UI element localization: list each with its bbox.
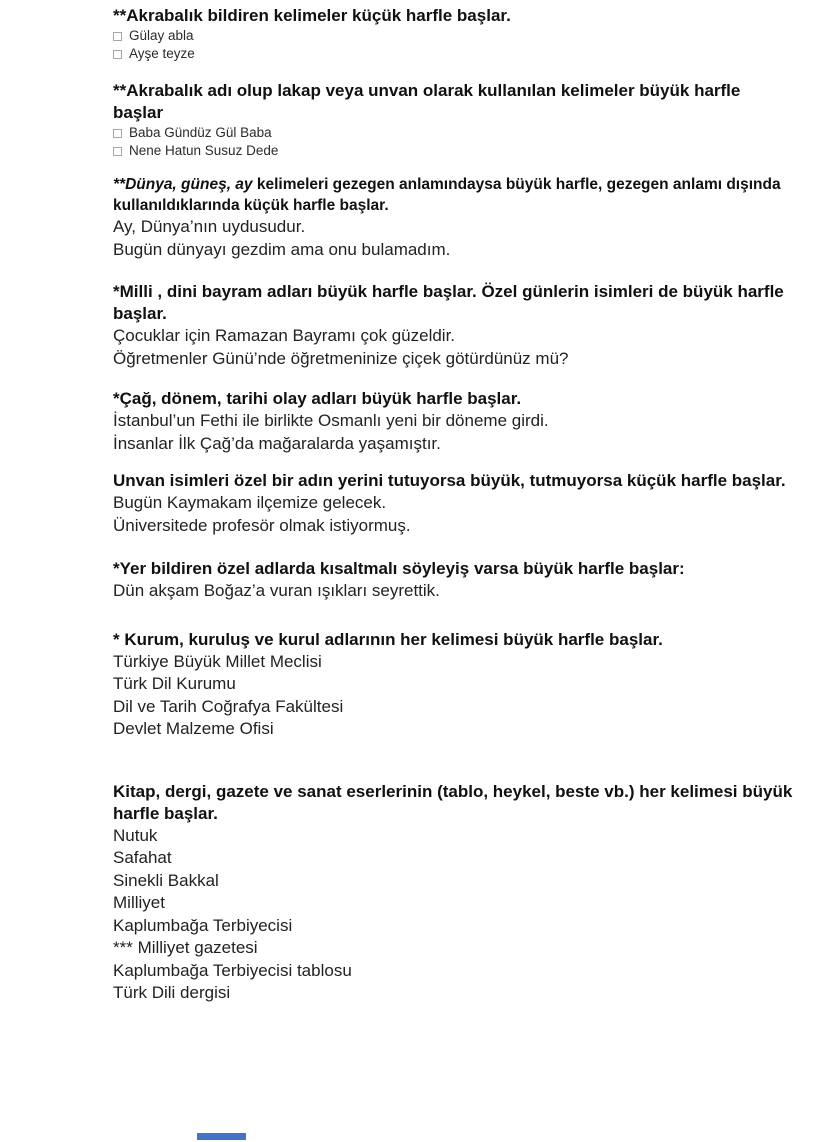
example-line: Bugün dünyayı gezdim ama onu bulamadım. <box>113 239 451 259</box>
bullet-square-icon <box>113 129 122 138</box>
rule-section <box>113 470 795 537</box>
example-bullet-item <box>113 27 795 45</box>
example-line: Ay, Dünya’nın uydusudur. <box>113 217 306 236</box>
example-text: Ayşe teyze <box>129 46 195 61</box>
rule-heading: Kitap, dergi, gazete ve sanat eserlerinin (tablo, heykel, beste vb.) her kelimesi büyük harfle başlar. <box>113 781 793 823</box>
example-bullet-item <box>113 124 795 142</box>
rule-heading: * Kurum, kuruluş ve kurul adlarının her kelimesi büyük harfle başlar. <box>113 629 663 649</box>
example-line: Üniversitede profesör olmak istiyormuş. <box>113 515 411 535</box>
example-line: Devlet Malzeme Ofisi <box>113 719 274 738</box>
rule-heading <box>113 174 795 216</box>
example-line: Dün akşam Boğaz’a vuran ışıkları seyrettik. <box>113 581 440 600</box>
rule-section <box>113 781 795 1005</box>
example-line: Milliyet <box>113 893 165 912</box>
rule-heading: Unvan isimleri özel bir adın yerini tutuyorsa büyük, tutmuyorsa küçük harfle başlar. <box>113 471 786 490</box>
example-bullet-item <box>113 45 795 63</box>
example-line: Türk Dili dergisi <box>113 983 231 1002</box>
bullet-square-icon <box>113 32 122 41</box>
rule-section <box>113 558 795 603</box>
example-line: İstanbul’un Fethi ile birlikte Osmanlı yeni bir döneme girdi. <box>113 411 549 430</box>
rule-section <box>113 174 795 261</box>
example-text: Nene Hatun Susuz Dede <box>129 143 279 158</box>
rule-section <box>113 281 795 370</box>
example-line: Sinekli Bakkal <box>113 870 219 890</box>
rule-heading: *Çağ, dönem, tarihi olay adları büyük harfle başlar. <box>113 389 522 408</box>
document-page <box>113 5 795 1005</box>
example-line: *** Milliyet gazetesi <box>113 938 258 957</box>
rule-heading-text: kelimeleri gezegen anlamındaysa büyük harfle, gezegen anlamı dışında kullanıldıklarında küçük harfle başlar. <box>113 176 781 214</box>
rule-heading: **Akrabalık adı olup lakap veya unvan olarak kullanılan kelimeler büyük harfle başlar <box>113 81 741 122</box>
rule-heading: *Milli , dini bayram adları büyük harfle başlar. Özel günlerin isimleri de büyük harfle başlar. <box>113 282 784 323</box>
rule-section <box>113 80 795 160</box>
rule-section <box>113 5 795 63</box>
example-line: Kaplumbağa Terbiyecisi <box>113 915 293 935</box>
bullet-square-icon <box>113 50 122 59</box>
rule-section <box>113 388 795 455</box>
page-bottom-blue-marker <box>197 1133 246 1140</box>
example-line: Bugün Kaymakam ilçemize gelecek. <box>113 493 387 512</box>
bullet-square-icon <box>113 147 122 156</box>
rule-section <box>113 629 795 741</box>
example-line: Çocuklar için Ramazan Bayramı çok güzeldir. <box>113 326 456 345</box>
example-bullet-item <box>113 142 795 160</box>
example-line: Öğretmenler Günü’nde öğretmeninize çiçek götürdünüz mü? <box>113 348 569 368</box>
rule-heading: *Yer bildiren özel adlarda kısaltmalı söyleyiş varsa büyük harfle başlar: <box>113 559 685 578</box>
example-line: Türk Dil Kurumu <box>113 674 236 693</box>
rule-heading-italic-lead: **Dünya, güneş, ay <box>113 176 253 193</box>
example-line: Türkiye Büyük Millet Meclisi <box>113 651 322 671</box>
example-text: Baba Gündüz Gül Baba <box>129 125 272 140</box>
example-line: Dil ve Tarih Coğrafya Fakültesi <box>113 696 344 716</box>
example-line: Nutuk <box>113 825 158 845</box>
example-line: Kaplumbağa Terbiyecisi tablosu <box>113 960 352 980</box>
example-line: Safahat <box>113 848 172 867</box>
example-line: İnsanlar İlk Çağ’da mağaralarda yaşamıştır. <box>113 433 441 453</box>
rule-heading: **Akrabalık bildiren kelimeler küçük harfle başlar. <box>113 6 511 25</box>
example-text: Gülay abla <box>129 28 194 43</box>
